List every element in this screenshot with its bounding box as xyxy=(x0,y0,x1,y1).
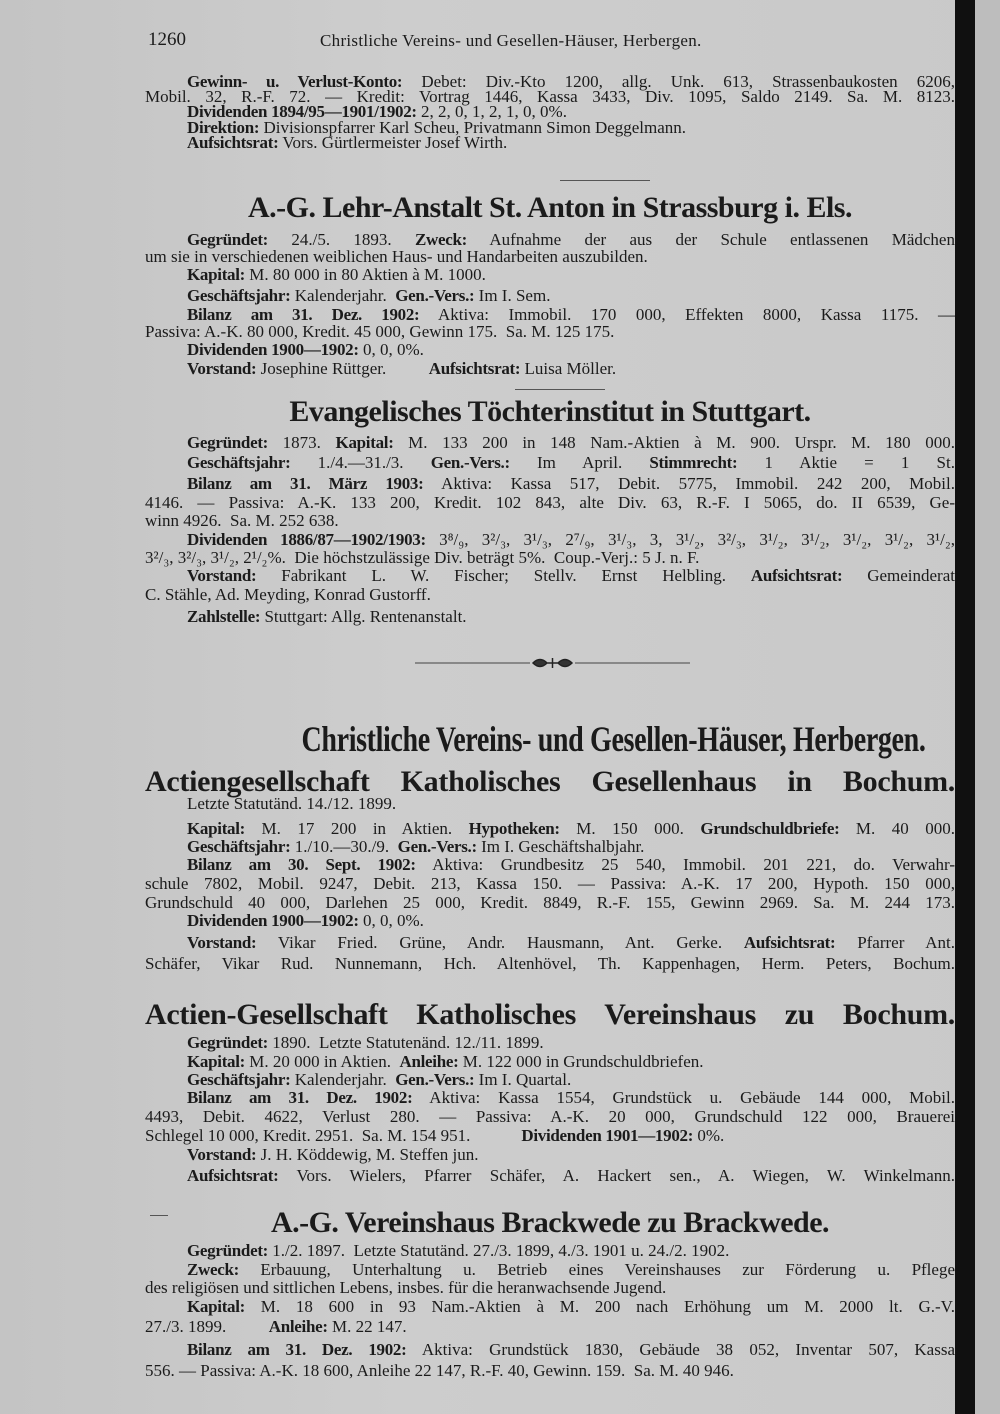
field-label: Aufsichtsrat: xyxy=(428,359,521,378)
field-text: 3²/₃, 3²/₃, 3¹/₂, 2¹/₂%. Die höchstzulässige Div. beträgt 5%. Coup.-Verj.: 5 J. n. F. xyxy=(145,548,700,567)
field-label: Dividenden 1901—1902: xyxy=(521,1126,694,1145)
text-line xyxy=(145,585,955,605)
field-text: Fabrikant L. W. Fischer; Stellv. Ernst Helbling. xyxy=(256,566,751,585)
field-text: 3⁸/₉, 3²/₃, 3¹/₃, 2⁷/₉, 3¹/₃, 3, 3¹/₂, 3²/₃, 3¹/₂, 3¹/₂, 3¹/₂, 3¹/₂, 3¹/₂, xyxy=(425,530,955,549)
text-line xyxy=(187,566,955,586)
field-label: Dividenden 1900—1902: xyxy=(187,340,359,359)
field-text: Passiva: A.-K. 80 000, Kredit. 45 000, Gewinn 175. Sa. M. 125 175. xyxy=(145,322,615,341)
field-text: Im I. Sem. xyxy=(474,286,551,305)
field-label: Geschäftsjahr: xyxy=(187,1070,291,1089)
text-line xyxy=(187,453,955,473)
field-text: 2, 2, 0, 1, 2, 1, 0, 0%. xyxy=(416,102,567,121)
field-label: Vorstand: xyxy=(187,933,257,952)
field-text: Aktiva: Immobil. 170 000, Effekten 8000, Kassa 1175. — xyxy=(419,305,955,324)
field-text: um sie in verschiedenen weiblichen Haus- und Handarbeiten auszubilden. xyxy=(145,247,648,266)
field-label: Grundschuldbriefe: xyxy=(700,819,840,838)
field-label: Kapital: xyxy=(187,1297,246,1316)
text-line xyxy=(145,511,955,531)
entry-heading: A.-G. Vereinshaus Brackwede zu Brackwede. xyxy=(270,1206,830,1239)
field-label: Geschäftsjahr: xyxy=(187,837,291,856)
field-label: Kapital: xyxy=(187,819,246,838)
field-label: Zweck: xyxy=(187,1260,240,1279)
text-line xyxy=(145,1317,955,1337)
text-line xyxy=(187,794,955,814)
field-text: Erbauung, Unterhaltung u. Betrieb eines Vereinshauses zur Förderung u. Pflege xyxy=(239,1260,955,1279)
field-text: Aktiva: Kassa 1554, Grundstück u. Gebäude 144 000, Mobil. xyxy=(412,1088,955,1107)
text-line xyxy=(145,1278,955,1298)
field-text: 4493, Debit. 4622, Verlust 280. — Passiva: A.-K. 20 000, Grundschuld 122 000, Brauerei xyxy=(145,1107,955,1126)
field-text: M. 17 200 in Aktien. xyxy=(245,819,469,838)
field-label: Vorstand: xyxy=(187,359,257,378)
field-text: Kalenderjahr. xyxy=(290,1070,396,1089)
text-line xyxy=(187,1033,955,1053)
text-line xyxy=(145,548,955,568)
field-text: Vors. Gürtlermeister Josef Wirth. xyxy=(278,133,508,152)
field-text: 1 Aktie = 1 St. xyxy=(737,453,955,472)
field-text: 1./2. 1897. Letzte Statutänd. 27./3. 1899, 4./3. 1901 u. 24./2. 1902. xyxy=(268,1241,730,1260)
field-text: 1873. xyxy=(268,433,336,452)
text-line xyxy=(187,286,955,306)
field-text: Im April. xyxy=(509,453,650,472)
field-label: Vorstand: xyxy=(187,1145,257,1164)
field-label: Dividenden 1886/87—1902/1903: xyxy=(187,530,426,549)
field-text: Debet: Div.-Kto 1200, allg. Unk. 613, Strassenbaukosten 6206, xyxy=(402,72,955,91)
field-text: M. 18 600 in 93 Nam.-Aktien à M. 200 nach Erhöhung um M. 2000 lt. G.-V. xyxy=(245,1297,955,1316)
field-label: Gegründet: xyxy=(187,1033,269,1052)
field-text: M. 150 000. xyxy=(559,819,701,838)
field-text: M. 80 000 in 80 Aktien à M. 1000. xyxy=(245,265,486,284)
field-text: 27./3. 1899. xyxy=(145,1317,269,1336)
field-text: Schlegel 10 000, Kredit. 2951. Sa. M. 154 951. xyxy=(145,1126,522,1145)
field-label: Aufsichtsrat: xyxy=(187,133,279,152)
text-line xyxy=(187,933,955,953)
text-line xyxy=(187,1340,955,1360)
text-line xyxy=(187,819,955,839)
field-text: schule 7802, Mobil. 9247, Debit. 213, Kassa 150. — Passiva: A.-K. 17 200, Hypoth. 150 000, xyxy=(145,874,955,893)
field-label: Gegründet: xyxy=(187,433,269,452)
text-line xyxy=(187,530,955,550)
entry-heading: Actien-Gesellschaft Katholisches Vereinshaus zu Bochum. xyxy=(145,998,955,1031)
field-label: Geschäftsjahr: xyxy=(187,453,291,472)
text-line xyxy=(187,1088,955,1108)
field-label: Zahlstelle: xyxy=(187,607,261,626)
field-label: Gewinn- u. Verlust-Konto: xyxy=(187,72,403,91)
field-label: Zweck: xyxy=(414,230,467,249)
field-label: Gen.-Vers.: xyxy=(395,286,475,305)
field-text: C. Stähle, Ad. Meyding, Konrad Gustorff. xyxy=(145,585,431,604)
field-text: M. 22 147. xyxy=(327,1317,407,1336)
field-label: Gen.-Vers.: xyxy=(430,453,510,472)
field-text: Vors. Wielers, Pfarrer Schäfer, A. Hackert sen., A. Wiegen, W. Winkelmann. xyxy=(278,1166,955,1185)
text-line xyxy=(145,893,955,913)
field-text: 1./10.—30./9. xyxy=(290,837,398,856)
field-label: Kapital: xyxy=(187,1052,246,1071)
field-text: Schäfer, Vikar Rud. Nunnemann, Hch. Altenhövel, Th. Kappenhagen, Herm. Peters, Bochum. xyxy=(145,954,955,973)
field-text: 556. — Passiva: A.-K. 18 600, Anleihe 22 147, R.-F. 40, Gewinn. 159. Sa. M. 40 946. xyxy=(145,1361,734,1380)
field-text: Im I. Quartal. xyxy=(474,1070,572,1089)
field-text: Aktiva: Grundstück 1830, Gebäude 38 052, Inventar 507, Kassa xyxy=(406,1340,955,1359)
field-text: Mobil. 32, R.-F. 72. — Kredit: Vortrag 1446, Kassa 3433, Div. 1095, Saldo 2149. Sa. M. 8123. xyxy=(145,87,955,106)
facing-page-edge xyxy=(975,0,1000,1414)
field-text: M. 20 000 in Aktien. xyxy=(245,1052,400,1071)
field-label: Bilanz am 30. Sept. 1902: xyxy=(187,855,416,874)
field-label: Anleihe: xyxy=(268,1317,328,1336)
divider xyxy=(560,180,650,181)
field-label: Anleihe: xyxy=(399,1052,459,1071)
text-line xyxy=(187,340,955,360)
field-text: 1890. Letzte Statutenänd. 12./11. 1899. xyxy=(268,1033,544,1052)
field-text: 24./5. 1893. xyxy=(268,230,415,249)
field-text: 0, 0, 0%. xyxy=(358,340,424,359)
field-text: 0%. xyxy=(693,1126,725,1145)
text-line xyxy=(187,911,955,931)
text-line xyxy=(187,133,955,153)
field-text: Luisa Möller. xyxy=(520,359,617,378)
text-line xyxy=(187,265,955,285)
field-text: Gemeinderat xyxy=(842,566,955,585)
field-label: Aufsichtsrat: xyxy=(743,933,836,952)
field-text: 1./4.—31./3. xyxy=(290,453,431,472)
field-label: Bilanz am 31. Dez. 1902: xyxy=(187,1340,407,1359)
field-text: Im I. Geschäftshalbjahr. xyxy=(476,837,645,856)
text-line xyxy=(145,1361,955,1381)
field-label: Hypotheken: xyxy=(468,819,560,838)
text-line xyxy=(187,837,955,857)
field-label: Gegründet: xyxy=(187,1241,269,1260)
field-label: Bilanz am 31. März 1903: xyxy=(187,474,424,493)
field-label: Dividenden 1900—1902: xyxy=(187,911,359,930)
field-label: Kapital: xyxy=(335,433,394,452)
field-label: Gegründet: xyxy=(187,230,269,249)
page-number: 1260 xyxy=(148,29,186,50)
text-line xyxy=(187,1241,955,1261)
text-line xyxy=(187,1166,955,1186)
field-text: M. 40 000. xyxy=(839,819,955,838)
field-text: Kalenderjahr. xyxy=(290,286,396,305)
field-text: Josephine Rüttger. xyxy=(256,359,429,378)
text-line xyxy=(187,1297,955,1317)
field-text: Aktiva: Kassa 517, Debit. 5775, Immobil. 242 200, Mobil. xyxy=(423,474,955,493)
text-line xyxy=(187,855,955,875)
field-text: Vikar Fried. Grüne, Andr. Hausmann, Ant. Gerke. xyxy=(256,933,744,952)
field-label: Aufsichtsrat: xyxy=(187,1166,279,1185)
text-line xyxy=(187,1070,955,1090)
text-line xyxy=(145,322,955,342)
field-text: M. 133 200 in 148 Nam.-Aktien à M. 900. Urspr. M. 180 000. xyxy=(393,433,955,452)
text-line xyxy=(187,474,955,494)
running-title: Christliche Vereins- und Gesellen-Häuser, Herbergen. xyxy=(320,31,702,50)
field-text: Pfarrer Ant. xyxy=(835,933,955,952)
field-label: Geschäftsjahr: xyxy=(187,286,291,305)
field-label: Kapital: xyxy=(187,265,246,284)
text-line xyxy=(145,493,955,513)
text-line xyxy=(145,1126,955,1146)
field-label: Direktion: xyxy=(187,118,260,137)
field-text: M. 122 000 in Grundschuldbriefen. xyxy=(458,1052,704,1071)
field-text: Letzte Statutänd. 14./12. 1899. xyxy=(187,794,397,813)
text-line xyxy=(187,1052,955,1072)
divider xyxy=(515,389,605,390)
ornament-divider-icon xyxy=(415,655,690,671)
field-label: Dividenden 1894/95—1901/1902: xyxy=(187,102,417,121)
field-text: J. H. Köddewig, M. Steffen jun. xyxy=(256,1145,479,1164)
field-text: 0, 0, 0%. xyxy=(358,911,424,930)
text-line xyxy=(187,359,955,379)
field-text: Stuttgart: Allg. Rentenanstalt. xyxy=(260,607,467,626)
chapter-title: Christliche Vereins- und Gesellen-Häuser, Herbergen. xyxy=(301,719,926,759)
field-label: Vorstand: xyxy=(187,566,257,585)
field-text: Divisionspfarrer Karl Scheu, Privatmann Simon Deggelmann. xyxy=(259,118,687,137)
text-line xyxy=(187,433,955,453)
entry-heading: A.-G. Lehr-Anstalt St. Anton in Strassburg i. Els. xyxy=(248,191,852,224)
field-label: Aufsichtsrat: xyxy=(750,566,843,585)
text-line xyxy=(145,1107,955,1127)
field-text: Aufnahme der aus der Schule entlassenen Mädchen xyxy=(467,230,955,249)
field-text: Grundschuld 40 000, Darlehen 25 000, Kredit. 8849, R.-F. 155, Gewinn 2969. Sa. M. 244 173. xyxy=(145,893,955,912)
text-line xyxy=(145,954,955,974)
text-line xyxy=(187,1260,955,1280)
field-text: winn 4926. Sa. M. 252 638. xyxy=(145,511,339,530)
text-line xyxy=(145,247,955,267)
field-text: 4146. — Passiva: A.-K. 133 200, Kredit. 102 843, alte Div. 63, R.-F. I 5065, do. II 6539, Ge- xyxy=(145,493,955,512)
text-line xyxy=(187,607,955,627)
field-label: Stimmrecht: xyxy=(649,453,738,472)
field-label: Bilanz am 31. Dez. 1902: xyxy=(187,1088,413,1107)
text-line xyxy=(187,1145,955,1165)
field-label: Gen.-Vers.: xyxy=(395,1070,475,1089)
field-label: Gen.-Vers.: xyxy=(397,837,477,856)
field-label: Bilanz am 31. Dez. 1902: xyxy=(187,305,420,324)
binding-shadow xyxy=(955,0,975,1414)
entry-heading: Evangelisches Töchterinstitut in Stuttgart. xyxy=(289,395,811,428)
entry-heading: Actiengesellschaft Katholisches Gesellenhaus in Bochum. xyxy=(145,765,955,798)
field-text: Aktiva: Grundbesitz 25 540, Immobil. 201 221, do. Verwahr- xyxy=(415,855,955,874)
text-line xyxy=(145,874,955,894)
field-text: des religiösen und sittlichen Lebens, insbes. für die heranwachsende Jugend. xyxy=(145,1278,667,1297)
